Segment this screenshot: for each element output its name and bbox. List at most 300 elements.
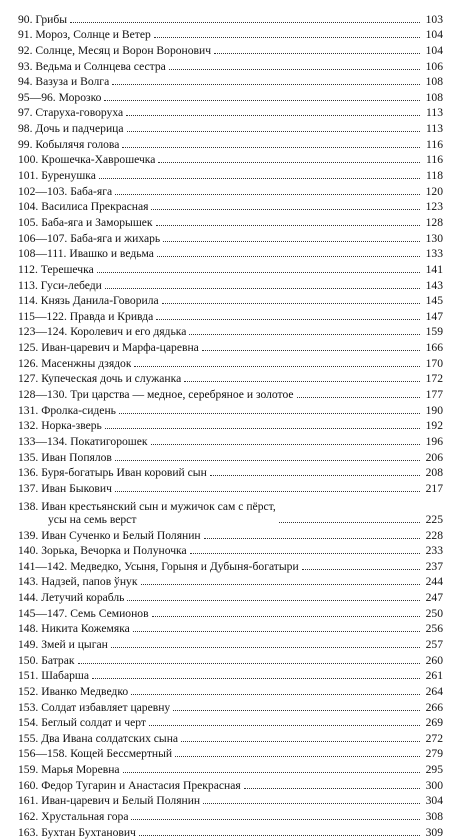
- toc-entry-heading: [18, 388, 294, 401]
- toc-entry-number: 159.: [18, 763, 39, 777]
- dot-leader: [105, 288, 420, 289]
- dot-leader: [156, 225, 420, 226]
- toc-entry-title: Марья Моревна: [41, 763, 120, 777]
- dot-leader: [70, 22, 420, 23]
- toc-entry-title: Федор Тугарин и Анастасия Прекрасная: [41, 778, 241, 792]
- toc-entry-page-number: 170: [425, 356, 443, 370]
- toc-entry-heading: [18, 341, 199, 354]
- toc-entry: [18, 464, 443, 480]
- toc-entry: [18, 823, 443, 839]
- toc-entry-page-number: 250: [425, 606, 443, 620]
- toc-entry-title: Морозко: [58, 90, 102, 104]
- toc-entry: [18, 323, 443, 339]
- dot-leader: [134, 366, 420, 367]
- toc-entry: [18, 573, 443, 589]
- toc-entry-page-number: 308: [425, 810, 443, 824]
- toc-entry: [18, 714, 443, 730]
- toc-entry-heading: [18, 544, 187, 557]
- toc-entry-number: 91.: [18, 28, 33, 42]
- dot-leader: [158, 162, 420, 163]
- toc-entry: [18, 119, 443, 135]
- dot-leader: [151, 209, 420, 210]
- toc-entry-page-number: 266: [425, 700, 443, 714]
- toc-entry-number: 160.: [18, 778, 39, 792]
- toc-entry-heading: [18, 716, 146, 729]
- toc-entry-number: 127.: [18, 372, 39, 386]
- toc-entry-page-number: 104: [425, 43, 443, 57]
- toc-entry: [18, 729, 443, 745]
- toc-entry-title: Надзей, папов ўнук: [41, 575, 138, 589]
- toc-entry-number: 163.: [18, 825, 39, 839]
- dot-leader: [115, 491, 420, 492]
- toc-entry-heading: [18, 404, 116, 417]
- toc-entry-number: 136.: [18, 466, 39, 480]
- toc-entry-title: Иван-царевич и Марфа-царевна: [41, 341, 199, 355]
- toc-entry-title: Никита Кожемяка: [41, 622, 130, 636]
- dot-leader: [184, 381, 420, 382]
- toc-entry-title: Хрустальная гора: [41, 810, 129, 824]
- toc-entry-heading: [18, 169, 96, 182]
- toc-entry-page-number: 309: [425, 825, 443, 839]
- toc-entry-heading: [18, 153, 155, 166]
- toc-entry-number: 132.: [18, 419, 39, 433]
- toc-entry-heading: [18, 325, 186, 338]
- toc-entry-number: 138.: [18, 499, 39, 513]
- dot-leader: [279, 522, 420, 523]
- dot-leader: [210, 475, 420, 476]
- toc-entry: [18, 432, 443, 448]
- toc-entry-page-number: 130: [425, 231, 443, 245]
- toc-entry-heading: [18, 810, 128, 823]
- toc-entry-page-number: 159: [425, 325, 443, 339]
- toc-entry-heading: [18, 826, 136, 839]
- toc-entry: [18, 542, 443, 558]
- toc-entry-heading: [18, 13, 67, 26]
- toc-entry: [18, 276, 443, 292]
- toc-entry-number: 98.: [18, 122, 33, 136]
- toc-entry-heading: [18, 763, 120, 776]
- toc-entry: [18, 338, 443, 354]
- toc-entry: [18, 182, 443, 198]
- toc-entry-title: Кобылячя голова: [35, 137, 120, 151]
- toc-entry-number: 156—158.: [18, 747, 68, 761]
- toc-entry-page-number: 300: [425, 778, 443, 792]
- toc-entry-number: 131.: [18, 403, 39, 417]
- dot-leader: [131, 694, 420, 695]
- toc-entry-number: 137.: [18, 481, 39, 495]
- toc-entry-title: Летучий корабль: [41, 591, 125, 605]
- toc-entry-title: Медведко, Усыня, Горыня и Дубыня-богатыри: [70, 559, 299, 573]
- dot-leader: [162, 303, 420, 304]
- toc-entry: [18, 104, 443, 120]
- dot-leader: [190, 553, 420, 554]
- toc-entry: [18, 417, 443, 433]
- toc-entry-title: Иван-царевич и Белый Полянин: [41, 794, 201, 808]
- toc-entry-number: 113.: [18, 278, 38, 292]
- toc-entry-page-number: 217: [425, 481, 443, 495]
- toc-entry-title: Иван Быкович: [41, 481, 112, 495]
- toc-entry-title: Батрак: [41, 653, 75, 667]
- toc-entry-title: Три царства — медное, серебряное и золотое: [70, 388, 294, 402]
- dot-leader: [105, 428, 420, 429]
- toc-entry-page-number: 166: [425, 341, 443, 355]
- toc-entry-page-number: 143: [425, 278, 443, 292]
- toc-entry-heading: [18, 732, 178, 745]
- toc-entry-page-number: 190: [425, 403, 443, 417]
- dot-leader: [111, 647, 420, 648]
- dot-leader: [126, 115, 420, 116]
- toc-entry-page-number: 113: [426, 106, 443, 120]
- toc-entry: [18, 401, 443, 417]
- toc-entry-title: Два Ивана солдатских сына: [41, 731, 179, 745]
- toc-entry-heading: [18, 435, 148, 448]
- toc-entry: [18, 354, 443, 370]
- toc-entry-title: Буря-богатырь Иван коровий сын: [41, 466, 207, 480]
- toc-entry-page-number: 196: [425, 434, 443, 448]
- toc-entry: [18, 479, 443, 495]
- toc-entry-page-number: 228: [425, 528, 443, 542]
- dot-leader: [154, 37, 420, 38]
- toc-entry-heading: [18, 560, 299, 573]
- toc-entry-heading: [18, 607, 149, 620]
- toc-entry-number: 104.: [18, 200, 39, 214]
- dot-leader: [214, 53, 420, 54]
- dot-leader: [127, 131, 420, 132]
- toc-entry-title: Змей и цыган: [41, 637, 108, 651]
- dot-leader: [149, 725, 420, 726]
- dot-leader: [152, 616, 420, 617]
- toc-entry-number: 128—130.: [18, 388, 68, 402]
- toc-entry-number: 149.: [18, 637, 39, 651]
- toc-entry-heading: [18, 185, 112, 198]
- toc-entry-number: 97.: [18, 106, 33, 120]
- toc-entry: [18, 385, 443, 401]
- toc-entry-number: 93.: [18, 59, 33, 73]
- dot-leader: [141, 584, 421, 585]
- toc-entry-title: Масенжны дзядок: [41, 356, 132, 370]
- toc-entry: [18, 292, 443, 308]
- toc-entry-heading: [18, 451, 112, 464]
- toc-entry-heading: [18, 279, 102, 292]
- toc-entry-page-number: 260: [425, 653, 443, 667]
- dot-leader: [189, 334, 420, 335]
- dot-leader: [157, 256, 420, 257]
- toc-entry-title: Солдат избавляет царевну: [41, 700, 171, 714]
- toc-entry: [18, 260, 443, 276]
- toc-entry-heading: [18, 466, 207, 479]
- toc-entry: [18, 807, 443, 823]
- toc-entry-title: Дочь и падчерица: [35, 122, 124, 136]
- toc-entry-heading: [18, 591, 124, 604]
- dot-leader: [123, 772, 420, 773]
- toc-entry-page-number: 225: [425, 512, 443, 526]
- toc-entry-number: 102—103.: [18, 184, 68, 198]
- toc-entry-page-number: 269: [425, 716, 443, 730]
- toc-entry-title: Купеческая дочь и служанка: [41, 372, 182, 386]
- toc-entry-title: Фролка-сидень: [41, 403, 116, 417]
- dot-leader: [175, 756, 420, 757]
- toc-entry-page-number: 145: [425, 294, 443, 308]
- toc-entry: [18, 198, 443, 214]
- toc-entry-page-number: 116: [426, 153, 443, 167]
- toc-entry-page-number: 103: [425, 12, 443, 26]
- toc-entry-number: 92.: [18, 43, 33, 57]
- dot-leader: [99, 178, 420, 179]
- toc-entry-heading: [18, 263, 94, 276]
- toc-entry-number: 123—124.: [18, 325, 68, 339]
- toc-entry-title: Терешечка: [40, 262, 94, 276]
- toc-entry: [18, 495, 443, 526]
- toc-entry-title: Князь Данила-Говорила: [40, 294, 159, 308]
- toc-entry-page-number: 244: [425, 575, 443, 589]
- toc-entry-title: Норка-зверь: [41, 419, 102, 433]
- toc-entry: [18, 135, 443, 151]
- toc-entry-title: Иван Сученко и Белый Полянин: [41, 528, 201, 542]
- dot-leader: [169, 69, 420, 70]
- toc-entry: [18, 635, 443, 651]
- toc-entry: [18, 776, 443, 792]
- dot-leader: [173, 710, 420, 711]
- toc-entry-page-number: 233: [425, 544, 443, 558]
- toc-entry-heading: [18, 622, 130, 635]
- toc-entry: [18, 57, 443, 73]
- toc-entry: [18, 166, 443, 182]
- dot-leader: [302, 569, 420, 570]
- toc-entry-page-number: 295: [425, 763, 443, 777]
- toc-entry: [18, 745, 443, 761]
- dot-leader: [139, 835, 420, 836]
- toc-entry-number: 125.: [18, 341, 39, 355]
- toc-entry-number: 108—111.: [18, 247, 67, 261]
- toc-entry-title: Семь Семионов: [70, 606, 149, 620]
- toc-entry-number: 150.: [18, 653, 39, 667]
- toc-entry-heading: [18, 482, 112, 495]
- toc-entry-page-number: 128: [425, 215, 443, 229]
- toc-entry: [18, 792, 443, 808]
- toc-entry-title: Баба-яга и Заморышек: [41, 215, 153, 229]
- dot-leader: [122, 147, 420, 148]
- toc-entry-title: Баба-яга и жихарь: [70, 231, 161, 245]
- toc-entry-heading: [18, 75, 109, 88]
- toc-entry-title: Зорька, Вечорка и Полуночка: [41, 544, 187, 558]
- dot-leader: [203, 803, 420, 804]
- toc-entry-number: 115—122.: [18, 309, 67, 323]
- dot-leader: [78, 663, 421, 664]
- toc-entry-page-number: 106: [425, 59, 443, 73]
- dot-leader: [115, 460, 420, 461]
- toc-entry-page-number: 192: [425, 419, 443, 433]
- toc-entry-heading: [18, 747, 172, 760]
- toc-entry-heading: [18, 419, 102, 432]
- toc-entry: [18, 73, 443, 89]
- toc-entry-page-number: 279: [425, 747, 443, 761]
- toc-entry-heading: [18, 654, 75, 667]
- toc-entry-title: Ведьма и Солнцева сестра: [35, 59, 166, 73]
- dot-leader: [92, 678, 420, 679]
- toc-entry-heading: [18, 60, 166, 73]
- dot-leader: [104, 100, 420, 101]
- toc-entry-page-number: 172: [425, 372, 443, 386]
- toc-entry: [18, 213, 443, 229]
- toc-entry-number: 105.: [18, 215, 39, 229]
- toc-entry-page-number: 133: [425, 247, 443, 261]
- toc-entry: [18, 41, 443, 57]
- toc-entry-heading: [18, 575, 138, 588]
- toc-entry-page-number: 108: [425, 75, 443, 89]
- toc-entry-title: Ивашко и ведьма: [69, 247, 154, 261]
- toc-entry-number: 114.: [18, 294, 38, 308]
- toc-entry-page-number: 147: [425, 309, 443, 323]
- toc-entry-page-number: 104: [425, 28, 443, 42]
- dot-leader: [112, 84, 420, 85]
- toc-entry-title: Вазуза и Волга: [35, 75, 110, 89]
- toc-entry-number: 100.: [18, 153, 39, 167]
- toc-entry-title: Баба-яга: [70, 184, 113, 198]
- toc-entry-number: 94.: [18, 75, 33, 89]
- toc-entry-number: 101.: [18, 169, 39, 183]
- toc-entry: [18, 760, 443, 776]
- toc-entry-number: 141—142.: [18, 559, 68, 573]
- toc-entry-heading: [18, 669, 89, 682]
- toc-entry-title: Иван Попялов: [41, 450, 112, 464]
- toc-entry-title: Кощей Бессмертный: [70, 747, 173, 761]
- toc-entry-heading: [18, 122, 124, 135]
- toc-entry-page-number: 108: [425, 90, 443, 104]
- toc-entry-number: 162.: [18, 810, 39, 824]
- toc-entry-title: Василиса Прекрасная: [41, 200, 149, 214]
- dot-leader: [156, 319, 420, 320]
- dot-leader: [181, 741, 420, 742]
- toc-entry-page-number: 123: [425, 200, 443, 214]
- toc-entry-number: 148.: [18, 622, 39, 636]
- toc-entry-heading: [18, 529, 201, 542]
- toc-entry: [18, 604, 443, 620]
- toc-entry-title: Солнце, Месяц и Ворон Воронович: [35, 43, 212, 57]
- dot-leader: [115, 194, 420, 195]
- toc-entry-number: 155.: [18, 731, 39, 745]
- toc-entry-title: Крошечка-Хаврошечка: [41, 153, 156, 167]
- toc-entry-number: 145—147.: [18, 606, 68, 620]
- toc-entry-title: Беглый солдат и черт: [41, 716, 146, 730]
- toc-entry-number: 90.: [18, 12, 33, 26]
- toc-entry-page-number: 206: [425, 450, 443, 464]
- toc-entry: [18, 307, 443, 323]
- toc-entry-number: 152.: [18, 684, 39, 698]
- toc-entry-page-number: 261: [425, 669, 443, 683]
- toc-entry-title: Буренушка: [41, 169, 96, 183]
- toc-entry-page-number: 177: [425, 388, 443, 402]
- toc-entry-title: Шабарша: [41, 669, 89, 683]
- toc-entry: [18, 245, 443, 261]
- toc-entry-heading: [18, 232, 160, 245]
- toc-entry: [18, 682, 443, 698]
- toc-entry-heading: [18, 794, 200, 807]
- toc-entry-heading: [18, 28, 151, 41]
- toc-entry-number: 135.: [18, 450, 39, 464]
- toc-entry-page-number: 141: [425, 262, 443, 276]
- toc-entry-page-number: 247: [425, 591, 443, 605]
- toc-entry-page-number: 118: [426, 169, 443, 183]
- dot-leader: [204, 538, 420, 539]
- toc-entry: [18, 557, 443, 573]
- toc-entry-heading: [18, 294, 159, 307]
- toc-entry-heading: [18, 685, 128, 698]
- toc-entry-number: 154.: [18, 716, 39, 730]
- toc-entry-number: 133—134.: [18, 434, 68, 448]
- dot-leader: [297, 397, 420, 398]
- toc-entry-number: 144.: [18, 591, 39, 605]
- toc-entry-title: Мороз, Солнце и Ветер: [35, 28, 151, 42]
- toc-entry: [18, 651, 443, 667]
- toc-entry-title-continued: усы на семь верст: [48, 512, 137, 526]
- toc-entry-title: Старуха-говоруха: [35, 106, 124, 120]
- toc-entry-page-number: 264: [425, 684, 443, 698]
- toc-entry-page-number: 256: [425, 622, 443, 636]
- dot-leader: [131, 819, 420, 820]
- toc-entry: [18, 26, 443, 42]
- toc-entry-heading: [18, 310, 153, 323]
- toc-entry-number: 99.: [18, 137, 33, 151]
- toc-entry-number: 126.: [18, 356, 39, 370]
- toc-entry-page-number: 113: [426, 122, 443, 136]
- toc-entry: [18, 229, 443, 245]
- toc-entry-title: Гуси-лебеди: [40, 278, 102, 292]
- toc-entry-title: Грибы: [35, 12, 68, 26]
- toc-entry-number: 106—107.: [18, 231, 68, 245]
- toc-entry: [18, 526, 443, 542]
- toc-entry: [18, 667, 443, 683]
- toc-entry-title: Бухтан Бухтанович: [41, 825, 136, 839]
- toc-entry-page-number: 116: [426, 137, 443, 151]
- toc-entry-title: Королевич и его дядька: [70, 325, 187, 339]
- toc-entry: [18, 698, 443, 714]
- toc-entry-number: 140.: [18, 544, 39, 558]
- toc-entry-heading: [18, 638, 108, 651]
- dot-leader: [202, 350, 420, 351]
- toc-entry: [18, 588, 443, 604]
- toc-entry-number: 143.: [18, 575, 39, 589]
- toc-entry-heading: [18, 216, 153, 229]
- toc-entry: [18, 151, 443, 167]
- toc-entry-heading: [18, 247, 154, 260]
- toc-entry-page-number: 208: [425, 466, 443, 480]
- toc-entry-heading: [18, 200, 148, 213]
- toc-entry-heading: [18, 138, 119, 151]
- toc-entry-title: Иван крестьянский сын и мужичок сам с пёрст,: [41, 499, 276, 513]
- toc-entry: [18, 10, 443, 26]
- toc-entry: [18, 370, 443, 386]
- toc-entry-page-number: 272: [425, 731, 443, 745]
- toc-entry: [18, 620, 443, 636]
- toc-entry-number: 112.: [18, 262, 38, 276]
- toc-entry-page-number: 237: [425, 559, 443, 573]
- dot-leader: [133, 631, 420, 632]
- dot-leader: [97, 272, 420, 273]
- toc-entry-number: 139.: [18, 528, 39, 542]
- toc-entry-heading: [18, 106, 123, 119]
- toc-entry-heading: [18, 500, 276, 526]
- dot-leader: [119, 413, 420, 414]
- toc-entry-heading: [18, 91, 101, 104]
- toc-entry-heading: [18, 357, 131, 370]
- toc-entry-title: Правда и Кривда: [69, 309, 154, 323]
- table-of-contents: [18, 10, 443, 839]
- toc-entry: [18, 88, 443, 104]
- toc-entry-heading: [18, 701, 170, 714]
- toc-entry: [18, 448, 443, 464]
- toc-entry-number: 161.: [18, 794, 39, 808]
- toc-entry-title: Покатигорошек: [70, 434, 148, 448]
